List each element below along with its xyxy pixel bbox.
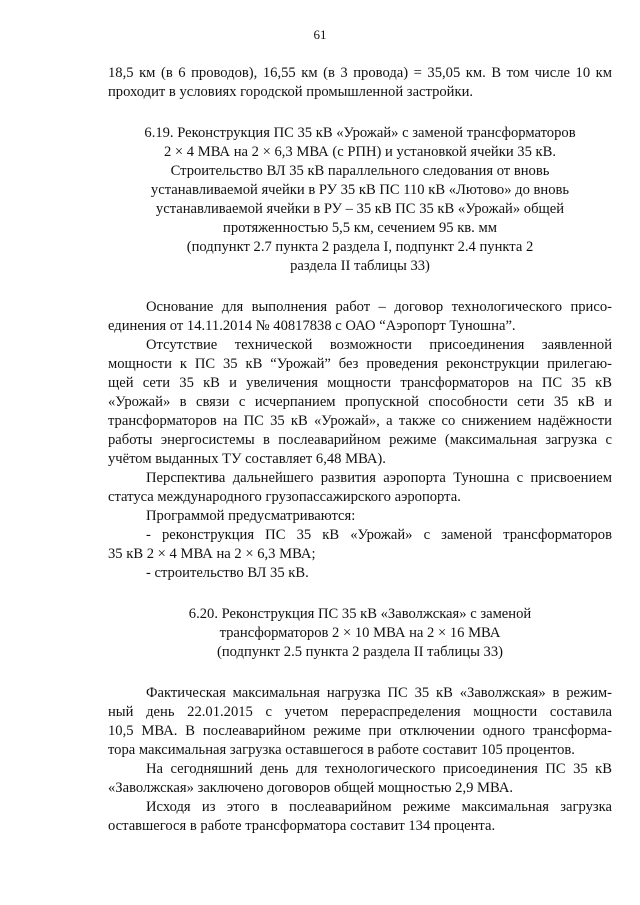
heading-line: (подпункт 2.7 пункта 2 раздела I, подпункт 2.4 пункта 2 xyxy=(186,239,534,255)
heading-line: протяженностью 5,5 км, сечением 95 кв. мм xyxy=(223,220,497,236)
text-line: «Заволжская» заключено договоров общей мощностью 2,9 МВА. xyxy=(108,780,514,796)
text-line: мощности к ПС 35 кВ “Урожай” без проведения реконструкции прилегаю- xyxy=(108,356,612,372)
paragraph xyxy=(108,684,612,760)
spacer xyxy=(108,276,612,298)
text-line: Исходя из этого в послеаварийном режиме максимальная загрузка xyxy=(146,799,612,815)
text-line: Программой предусматриваются: xyxy=(146,508,356,524)
section-heading-6-19 xyxy=(108,124,612,276)
text-line: 10,5 МВА. В послеаварийном режиме при отключении одного трансформа- xyxy=(108,723,612,739)
spacer xyxy=(108,583,612,605)
paragraph xyxy=(108,798,612,836)
text-line: На сегодняшний день для технологического присоединения ПС 35 кВ xyxy=(146,761,612,777)
heading-line: 2 × 4 МВА на 2 × 6,3 МВА (с РПН) и установкой ячейки 35 кВ. xyxy=(163,144,557,160)
spacer xyxy=(108,102,612,124)
text-line: Основание для выполнения работ – договор технологического присо- xyxy=(146,299,612,315)
paragraph xyxy=(108,760,612,798)
page-number: 61 xyxy=(313,27,327,42)
paragraph xyxy=(108,469,612,507)
intro-paragraph xyxy=(108,64,612,102)
heading-line: (подпункт 2.5 пункта 2 раздела II таблицы 33) xyxy=(216,644,503,660)
heading-line: устанавливаемой ячейки в РУ – 35 кВ ПС 35 кВ «Урожай» общей xyxy=(155,201,565,217)
text-line: статуса международного грузопассажирского аэропорта. xyxy=(108,489,461,505)
text-line: Фактическая максимальная нагрузка ПС 35 кВ «Заволжская» в режим- xyxy=(146,685,612,701)
text-line: 35 кВ 2 × 4 МВА на 2 × 6,3 МВА; xyxy=(108,546,316,562)
text-line: единения от 14.11.2014 № 40817838 с ОАО “Аэропорт Туношна”. xyxy=(108,318,516,334)
spacer xyxy=(108,662,612,684)
paragraph xyxy=(108,336,612,469)
text-line: тора максимальная загрузка оставшегося в работе составит 105 процентов. xyxy=(108,742,575,758)
heading-line: 6.20. Реконструкция ПС 35 кВ «Заволжская» с заменой xyxy=(188,606,532,622)
list-item: - строительство ВЛ 35 кВ. xyxy=(146,565,309,581)
heading-line: устанавливаемой ячейки в РУ 35 кВ ПС 110 кВ «Лютово» до вновь xyxy=(150,182,570,198)
text-line: проходит в условиях городской промышленной застройки. xyxy=(108,84,474,100)
text-line: Отсутствие технической возможности присоединения заявленной xyxy=(146,337,612,353)
heading-line: раздела II таблицы 33) xyxy=(290,258,430,274)
text-line: учётом выданных ТУ составляет 6,48 МВА). xyxy=(108,451,386,467)
text-line: «Урожай» в связи с исчерпанием пропускной способности сети 35 кВ и xyxy=(108,394,612,410)
text-line: работы энергосистемы в послеаварийном режиме (максимальная загрузка с xyxy=(108,432,612,448)
text-line: 18,5 км (в 6 проводов), 16,55 км (в 3 провода) = 35,05 км. В том числе 10 км xyxy=(108,65,612,81)
text-line: Перспектива дальнейшего развития аэропорта Туношна с присвоением xyxy=(146,470,612,486)
heading-line: трансформаторов 2 × 10 МВА на 2 × 16 МВА xyxy=(219,625,501,641)
list-item: - реконструкция ПС 35 кВ «Урожай» с заменой трансформаторов xyxy=(146,527,612,543)
heading-line: 6.19. Реконструкция ПС 35 кВ «Урожай» с заменой трансформаторов xyxy=(144,125,576,141)
page-content xyxy=(108,64,612,836)
heading-line: Строительство ВЛ 35 кВ параллельного следования от вновь xyxy=(170,163,550,179)
text-line: щей сети 35 кВ и увеличения мощности трансформаторов на ПС 35 кВ xyxy=(108,375,612,391)
text-line: трансформаторов на ПС 35 кВ «Урожай», а также со снижением надёжности xyxy=(108,413,612,429)
paragraph xyxy=(108,298,612,336)
text-line: ный день 22.01.2015 с учетом перераспределения мощности составила xyxy=(108,704,612,720)
text-line: оставшегося в работе трансформатора составит 134 процента. xyxy=(108,818,496,834)
paragraph xyxy=(108,507,612,583)
section-heading-6-20 xyxy=(108,605,612,662)
